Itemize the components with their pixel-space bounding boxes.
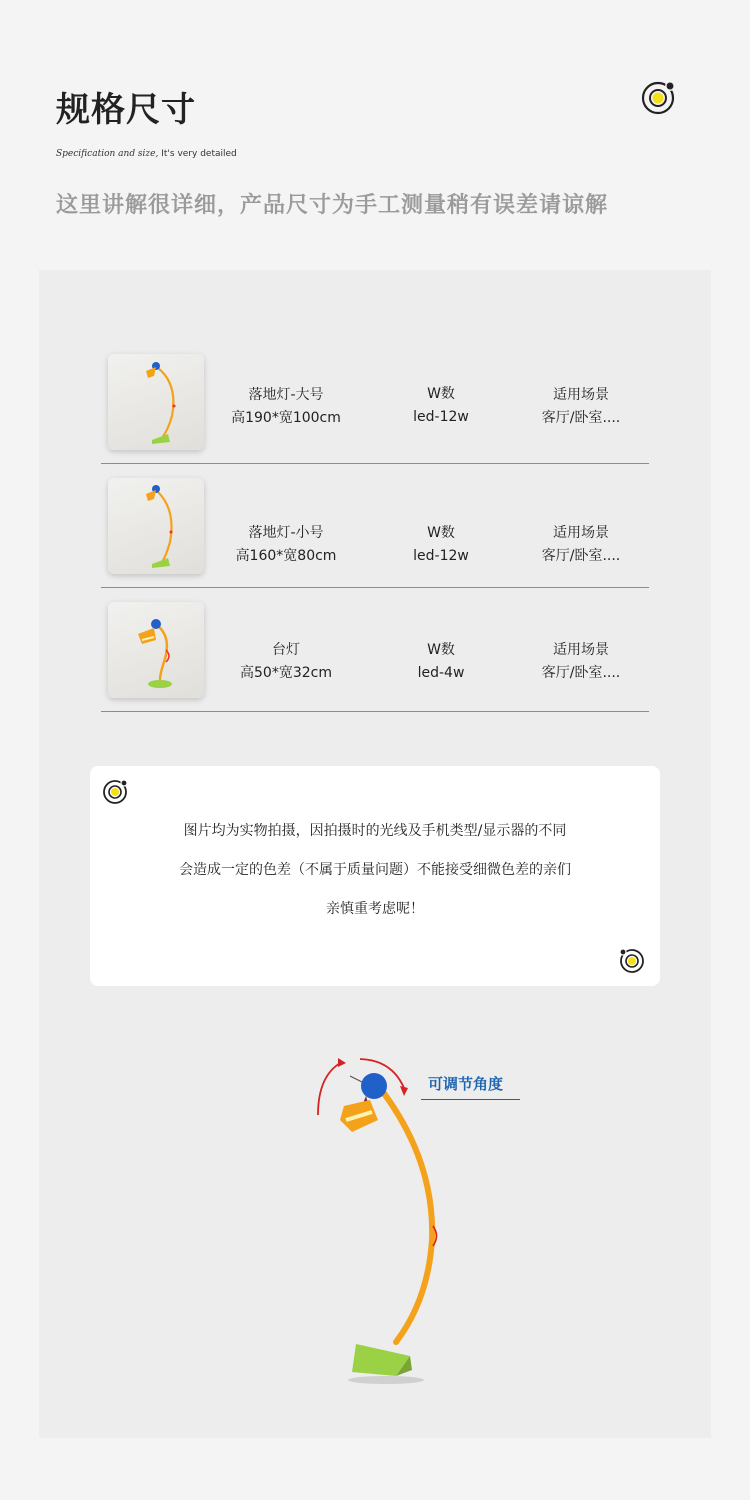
color-difference-notice xyxy=(90,766,660,986)
product-name: 落地灯-大号 xyxy=(248,387,324,403)
product-power-cell xyxy=(391,383,491,429)
product-row xyxy=(101,464,649,588)
product-size: 高160*宽80cm xyxy=(235,548,337,564)
floor-lamp-large-thumbnail xyxy=(108,354,204,450)
subtitle-plain: It's very detailed xyxy=(158,149,237,159)
product-name: 台灯 xyxy=(272,642,300,658)
scene-label: 适用场景 xyxy=(553,525,609,541)
product-scene-cell xyxy=(521,522,641,568)
target-icon xyxy=(618,946,646,974)
product-name-cell xyxy=(221,384,351,430)
notice-line-2: 会造成一定的色差（不属于质量问题）不能接受细微色差的亲们 xyxy=(179,862,571,878)
product-scene-cell xyxy=(521,639,641,685)
notice-line-1: 图片均为实物拍摄，因拍摄时的光线及手机类型/显示器的不同 xyxy=(183,823,567,839)
row-divider xyxy=(101,711,649,712)
notice-line-3: 亲慎重考虑呢！ xyxy=(326,901,424,917)
page-subtitle xyxy=(56,149,237,159)
adjustable-lamp-illustration xyxy=(300,1050,460,1390)
table-lamp-thumbnail xyxy=(108,602,204,698)
product-row xyxy=(101,588,649,712)
power-label: W数 xyxy=(427,386,455,402)
page-tagline: 这里讲解很详细，产品尺寸为手工测量稍有误差请谅解 xyxy=(56,193,609,218)
floor-lamp-small-thumbnail xyxy=(108,478,204,574)
product-name-cell xyxy=(221,639,351,685)
scene-label: 适用场景 xyxy=(553,387,609,403)
adjustable-angle-label: 可调节角度 xyxy=(428,1075,504,1093)
product-size: 高190*宽100cm xyxy=(231,410,341,426)
product-name-cell xyxy=(221,522,351,568)
scene-value: 客厅/卧室.... xyxy=(541,410,621,426)
target-icon xyxy=(102,778,130,806)
power-label: W数 xyxy=(427,642,455,658)
product-power-cell xyxy=(391,522,491,568)
product-power-cell xyxy=(391,639,491,685)
adjustable-angle-underline xyxy=(421,1099,520,1100)
scene-value: 客厅/卧室.... xyxy=(541,548,621,564)
page-title: 规格尺寸 xyxy=(56,90,196,130)
product-size: 高50*宽32cm xyxy=(240,665,332,681)
product-name: 落地灯-小号 xyxy=(248,525,324,541)
power-value: led-4w xyxy=(417,665,465,681)
scene-value: 客厅/卧室.... xyxy=(541,665,621,681)
power-value: led-12w xyxy=(413,409,469,425)
scene-label: 适用场景 xyxy=(553,642,609,658)
product-scene-cell xyxy=(521,384,641,430)
power-label: W数 xyxy=(427,525,455,541)
product-row xyxy=(101,340,649,464)
power-value: led-12w xyxy=(413,548,469,564)
target-icon xyxy=(641,80,677,116)
subtitle-italic: Specification and size, xyxy=(56,149,159,159)
